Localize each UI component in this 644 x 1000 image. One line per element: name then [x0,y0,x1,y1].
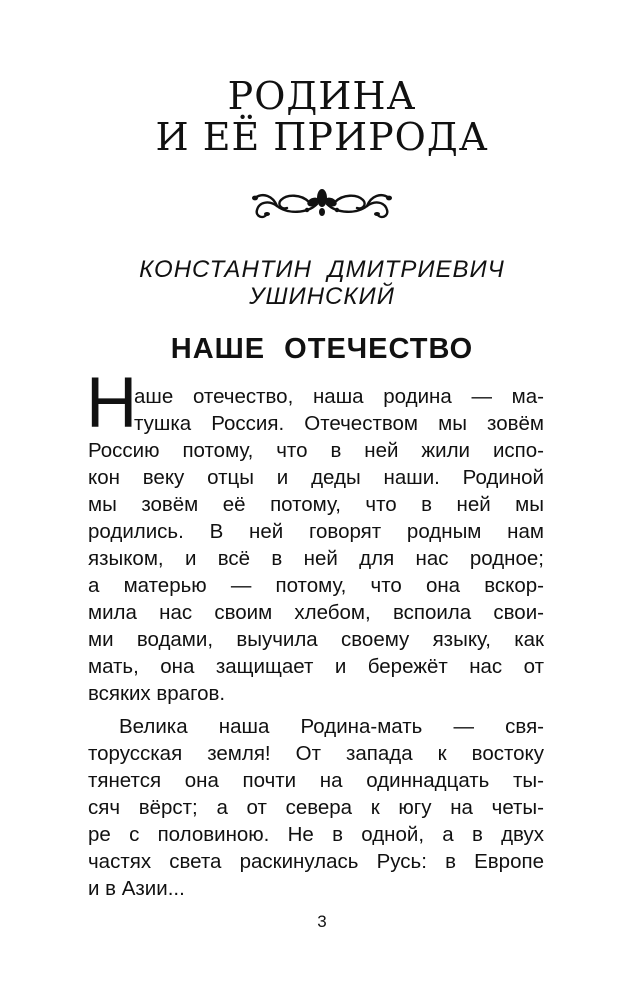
floral-ornament-icon [247,180,397,224]
text-line: и в Азии... [88,877,185,900]
text-line: родились. В ней говорят родным нам [88,520,544,543]
text-line: торусская земля! От запада к востоку [88,742,544,765]
text-line: сяч вёрст; а от севера к югу на четы- [88,796,544,819]
text-line: мила нас своим хлебом, вспоила свои- [88,601,544,624]
text-line: ми водами, выучила своему языку, как [88,628,544,651]
author-name-line-1: КОНСТАНТИН ДМИТРИЕВИЧ [139,256,505,283]
text-line: языком, и всё в ней для нас родное; [88,547,544,570]
text-line: а матерью — потому, что она вскор- [88,574,544,597]
text-line: тушка Россия. Отечеством мы зовём [134,412,544,435]
text-line: мы зовём её потому, что в ней мы [88,493,544,516]
section-title-line-1: РОДИНА [227,74,417,118]
page-number: 3 [317,912,327,931]
text-line: Россию потому, что в ней жили испо- [88,439,544,462]
text-line: кон веку отцы и деды наши. Родиной [88,466,544,489]
text-line: ре с половиною. Не в одной, а в двух [88,823,544,846]
text-line: мать, она защищает и бережёт нас от [88,655,544,678]
text-line: всяких врагов. [88,682,226,705]
author-name-line-2: УШИНСКИЙ [249,283,395,310]
text-line: аше отечество, наша родина — ма- [134,385,544,408]
text-line: частях света раскинулась Русь: в Европе [88,850,544,873]
drop-cap: Н [86,364,138,443]
section-title-line-2: И ЕЁ ПРИРОДА [155,115,489,159]
text-line: Велика наша Родина-мать — свя- [119,715,544,738]
text-line: тянется она почти на одиннадцать ты- [88,769,544,792]
story-title: НАШЕ ОТЕЧЕСТВО [170,333,474,365]
